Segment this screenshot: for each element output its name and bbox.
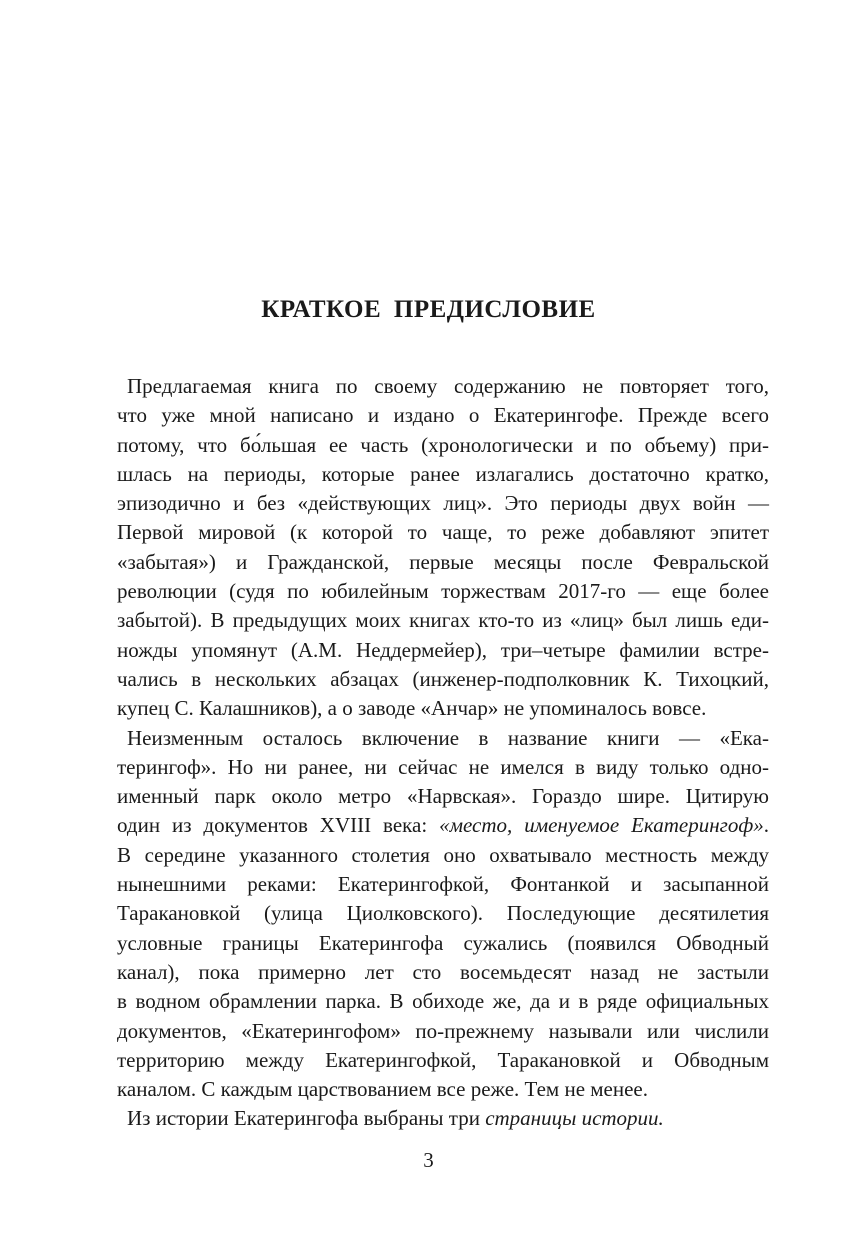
text-fragment: один из документов XVIII века: — [117, 813, 440, 838]
page-number: 3 — [423, 1148, 434, 1172]
text-line: Неизменным осталось включение в название книги — «Ека- — [127, 725, 769, 750]
text-line: терингоф». Но ни ранее, ни сейчас не имелся в виду только одно- — [117, 754, 769, 779]
text-line-with-quote — [117, 811, 769, 840]
text-line: забытой). В предыдущих моих книгах кто-то из «лиц» был лишь еди- — [117, 608, 769, 633]
text-line: нынешними реками: Екатерингофкой, Фонтанкой и засыпанной — [117, 872, 769, 897]
text-line: «забытая») и Гражданской, первые месяцы после Февральской — [117, 549, 769, 574]
text-line: Первой мировой (к которой то чаще, то реже добавляют эпитет — [117, 520, 769, 545]
text-fragment: . — [763, 813, 769, 838]
text-line: именный парк около метро «Нарвская». Гораздо шире. Цитирую — [117, 784, 769, 809]
text-line: революции (судя по юбилейным торжествам 2017-го — еще более — [117, 579, 769, 604]
body-text — [117, 372, 769, 1134]
text-line: что уже мной написано и издано о Екатерингофе. Прежде всего — [117, 403, 769, 428]
text-line-with-italic — [117, 1104, 769, 1133]
text-line: ножды упомянут (А.М. Неддермейер), три–четыре фамилии встре- — [117, 637, 769, 662]
text-line: шлась на периоды, которые ранее излагались достаточно кратко, — [117, 461, 769, 486]
text-line: Предлагаемая книга по своему содержанию не повторяет того, — [127, 374, 769, 398]
text-line: купец С. Калашников), а о заводе «Анчар» не упоминалось вовсе. — [117, 696, 707, 721]
chapter-title: КРАТКОЕ ПРЕДИСЛОВИЕ — [261, 296, 596, 323]
text-line: Таракановкой (улица Циолковского). Последующие десятилетия — [117, 901, 769, 926]
text-line: каналом. С каждым царствованием все реже. Тем не менее. — [117, 1077, 648, 1102]
italic-phrase: страницы истории. — [485, 1106, 664, 1131]
italic-quote: «место, именуемое Екатерингоф» — [439, 813, 764, 838]
text-line: в водном обрамлении парка. В обиходе же, да и в ряде официальных — [117, 989, 769, 1014]
text-line: В середине указанного столетия оно охватывало местность между — [117, 842, 769, 867]
text-line: условные границы Екатерингофа сужались (появился Обводный — [117, 930, 769, 955]
text-line: документов, «Екатерингофом» по-прежнему называли или числили — [117, 1018, 769, 1043]
text-line: эпизодично и без «действующих лиц». Это периоды двух войн — — [117, 491, 769, 516]
text-line: потому, что бо́льшая ее часть (хронологически и по объему) при- — [117, 432, 769, 457]
text-line: территорию между Екатерингофкой, Таракановкой и Обводным — [117, 1047, 769, 1072]
text-line: канал), пока примерно лет сто восемьдесят назад не застыли — [117, 959, 769, 984]
text-fragment: Из истории Екатерингофа выбраны три — [127, 1106, 486, 1131]
text-line: чались в нескольких абзацах (инженер-подполковник К. Тихоцкий, — [117, 666, 769, 691]
